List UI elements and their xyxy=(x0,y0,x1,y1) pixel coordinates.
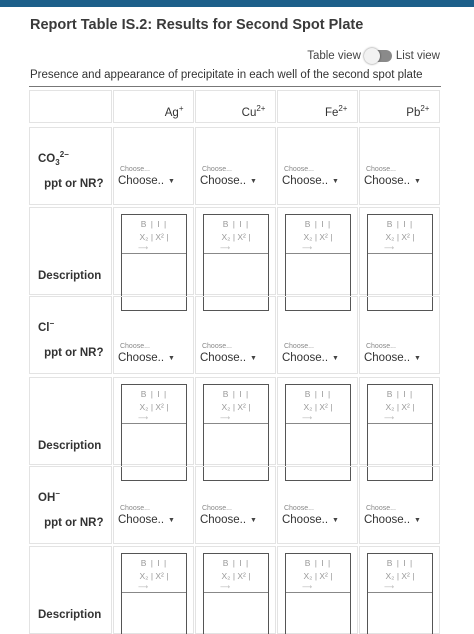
cation-symbol: Cu xyxy=(241,106,257,119)
description-editor-cell xyxy=(277,546,359,634)
toolbar-divider xyxy=(204,592,268,593)
anion-symbol: OH xyxy=(38,491,56,504)
ppt-select-cell xyxy=(359,466,441,544)
cation-charge: + xyxy=(178,104,184,113)
anion-charge: − xyxy=(49,319,55,328)
subscript-superscript-toolbar: X₂ | X² | xyxy=(221,402,251,412)
ppt-select-cell xyxy=(195,296,277,374)
ppt-select-dropdown[interactable] xyxy=(364,175,421,187)
cation-label xyxy=(406,104,429,119)
ppt-select-cell xyxy=(113,296,195,374)
description-label-cell xyxy=(29,377,112,465)
select-hint-label: Choose... xyxy=(283,166,314,173)
chevron-down-icon: ▼ xyxy=(168,177,175,185)
table-caption: Presence and appearance of precipitate in each well of the second spot plate xyxy=(30,69,423,81)
select-value: Choose.. xyxy=(363,352,411,364)
ppt-select-cell xyxy=(195,127,277,205)
bold-italic-toolbar: B | I | xyxy=(140,219,168,229)
anion-cell xyxy=(29,127,112,205)
anion-formula xyxy=(38,489,60,504)
description-label: Description xyxy=(38,270,102,282)
select-hint-label: Choose... xyxy=(119,505,150,512)
ppt-select-dropdown[interactable] xyxy=(118,514,175,526)
select-value: Choose.. xyxy=(199,514,247,526)
toolbar-divider xyxy=(286,592,350,593)
toolbar-divider xyxy=(122,423,186,424)
cation-label xyxy=(325,104,348,119)
column-header-pb xyxy=(359,90,441,123)
bold-italic-toolbar: B | I | xyxy=(140,558,168,568)
toolbar-divider xyxy=(204,253,268,254)
ppt-select-dropdown[interactable] xyxy=(282,352,339,364)
toolbar-divider xyxy=(368,592,432,593)
anion-cell xyxy=(29,296,112,374)
cation-symbol: Fe xyxy=(324,106,339,119)
description-label: Description xyxy=(38,440,102,452)
ppt-select-cell xyxy=(359,296,441,374)
ppt-select-cell xyxy=(277,127,359,205)
select-value: Choose.. xyxy=(199,175,247,187)
ppt-select-dropdown[interactable] xyxy=(200,514,257,526)
ppt-or-nr-label: ppt or NR? xyxy=(44,517,104,529)
ppt-row-0 xyxy=(29,127,441,205)
chevron-down-icon: ▼ xyxy=(250,516,257,524)
select-value: Choose.. xyxy=(281,352,329,364)
ppt-select-dropdown[interactable] xyxy=(118,352,175,364)
arrow-icon: ⟶ xyxy=(301,245,313,252)
select-hint-label: Choose... xyxy=(201,505,232,512)
cation-symbol: Pb xyxy=(406,106,421,119)
chevron-down-icon: ▼ xyxy=(332,516,339,524)
anion-symbol: CO xyxy=(38,152,56,165)
rich-text-editor[interactable] xyxy=(285,553,351,634)
toolbar-divider xyxy=(286,423,350,424)
chevron-down-icon: ▼ xyxy=(414,354,421,362)
anion-charge: − xyxy=(55,489,60,498)
select-hint-label: Choose... xyxy=(201,343,232,350)
bold-italic-toolbar: B | I | xyxy=(304,219,332,229)
bold-italic-toolbar: B | I | xyxy=(222,389,250,399)
anion-cell xyxy=(29,466,112,544)
ppt-select-dropdown[interactable] xyxy=(282,514,339,526)
description-editor-cell xyxy=(113,546,195,634)
toolbar-divider xyxy=(286,253,350,254)
chevron-down-icon: ▼ xyxy=(168,354,175,362)
bold-italic-toolbar: B | I | xyxy=(140,389,168,399)
ppt-select-dropdown[interactable] xyxy=(118,175,175,187)
arrow-icon: ⟶ xyxy=(219,245,231,252)
ppt-select-dropdown[interactable] xyxy=(364,514,421,526)
ppt-select-cell xyxy=(113,466,195,544)
select-value: Choose.. xyxy=(117,175,165,187)
description-editor-cell xyxy=(195,377,277,465)
arrow-icon: ⟶ xyxy=(383,415,395,422)
chevron-down-icon: ▼ xyxy=(168,516,175,524)
description-row-0 xyxy=(29,207,441,295)
description-label-cell xyxy=(29,207,112,295)
rich-text-editor[interactable] xyxy=(203,553,269,634)
cation-charge: 2+ xyxy=(420,104,430,113)
ppt-select-cell xyxy=(195,466,277,544)
select-hint-label: Choose... xyxy=(201,166,232,173)
cation-symbol: Ag xyxy=(164,106,179,119)
header-corner-cell xyxy=(29,90,112,123)
description-label-cell xyxy=(29,546,112,634)
description-editor-cell xyxy=(195,546,277,634)
subscript-superscript-toolbar: X₂ | X² | xyxy=(385,571,415,581)
ppt-select-cell xyxy=(277,466,359,544)
chevron-down-icon: ▼ xyxy=(250,354,257,362)
select-value: Choose.. xyxy=(117,352,165,364)
subscript-superscript-toolbar: X₂ | X² | xyxy=(139,571,169,581)
description-editor-cell xyxy=(359,377,441,465)
bold-italic-toolbar: B | I | xyxy=(222,219,250,229)
column-header-fe xyxy=(277,90,359,123)
ppt-or-nr-label: ppt or NR? xyxy=(44,347,104,359)
cation-charge: 2+ xyxy=(256,104,266,113)
ppt-select-cell xyxy=(277,296,359,374)
bold-italic-toolbar: B | I | xyxy=(304,558,332,568)
select-hint-label: Choose... xyxy=(365,505,396,512)
bold-italic-toolbar: B | I | xyxy=(386,389,414,399)
description-editor-cell xyxy=(277,377,359,465)
select-value: Choose.. xyxy=(281,514,329,526)
toolbar-divider xyxy=(122,253,186,254)
description-editor-cell xyxy=(277,207,359,295)
arrow-icon: ⟶ xyxy=(137,245,149,252)
select-hint-label: Choose... xyxy=(365,343,396,350)
select-hint-label: Choose... xyxy=(119,343,150,350)
cation-charge: 2+ xyxy=(338,104,348,113)
results-table xyxy=(29,86,441,634)
select-value: Choose.. xyxy=(363,514,411,526)
view-toggle[interactable] xyxy=(307,50,440,62)
toolbar-divider xyxy=(368,253,432,254)
select-hint-label: Choose... xyxy=(283,505,314,512)
toolbar-divider xyxy=(368,423,432,424)
bold-italic-toolbar: B | I | xyxy=(222,558,250,568)
top-accent-bar xyxy=(0,0,474,7)
subscript-superscript-toolbar: X₂ | X² | xyxy=(221,232,251,242)
ppt-select-dropdown[interactable] xyxy=(282,175,339,187)
toolbar-divider xyxy=(204,423,268,424)
arrow-icon: ⟶ xyxy=(219,584,231,591)
description-editor-cell xyxy=(113,377,195,465)
subscript-superscript-toolbar: X₂ | X² | xyxy=(303,402,333,412)
select-value: Choose.. xyxy=(117,514,165,526)
arrow-icon: ⟶ xyxy=(137,415,149,422)
ppt-or-nr-label: ppt or NR? xyxy=(44,178,104,190)
cation-label xyxy=(165,104,184,119)
table-view-label: Table view xyxy=(307,50,361,62)
subscript-superscript-toolbar: X₂ | X² | xyxy=(303,232,333,242)
arrow-icon: ⟶ xyxy=(383,245,395,252)
table-header-row xyxy=(29,90,441,123)
subscript-superscript-toolbar: X₂ | X² | xyxy=(221,571,251,581)
ppt-select-cell xyxy=(113,127,195,205)
arrow-icon: ⟶ xyxy=(383,584,395,591)
rich-text-editor[interactable] xyxy=(121,553,187,634)
column-header-ag xyxy=(113,90,195,123)
subscript-superscript-toolbar: X₂ | X² | xyxy=(139,232,169,242)
chevron-down-icon: ▼ xyxy=(414,177,421,185)
select-hint-label: Choose... xyxy=(119,166,150,173)
view-switch[interactable] xyxy=(366,50,392,62)
list-view-label: List view xyxy=(395,50,440,62)
anion-subscript: 3 xyxy=(55,158,60,168)
chevron-down-icon: ▼ xyxy=(414,516,421,524)
anion-symbol: Cl xyxy=(38,321,50,334)
chevron-down-icon: ▼ xyxy=(332,177,339,185)
subscript-superscript-toolbar: X₂ | X² | xyxy=(385,402,415,412)
subscript-superscript-toolbar: X₂ | X² | xyxy=(139,402,169,412)
ppt-select-cell xyxy=(359,127,441,205)
description-editor-cell xyxy=(359,546,441,634)
bold-italic-toolbar: B | I | xyxy=(386,558,414,568)
toolbar-divider xyxy=(122,592,186,593)
select-hint-label: Choose... xyxy=(365,166,396,173)
description-editor-cell xyxy=(195,207,277,295)
subscript-superscript-toolbar: X₂ | X² | xyxy=(303,571,333,581)
select-value: Choose.. xyxy=(281,175,329,187)
chevron-down-icon: ▼ xyxy=(332,354,339,362)
anion-formula xyxy=(38,150,69,167)
page-title: Report Table IS.2: Results for Second Spot Plate xyxy=(30,17,364,33)
bold-italic-toolbar: B | I | xyxy=(386,219,414,229)
arrow-icon: ⟶ xyxy=(301,415,313,422)
ppt-row-2 xyxy=(29,466,441,544)
column-header-cu xyxy=(195,90,277,123)
select-hint-label: Choose... xyxy=(283,343,314,350)
chevron-down-icon: ▼ xyxy=(250,177,257,185)
arrow-icon: ⟶ xyxy=(137,584,149,591)
select-value: Choose.. xyxy=(199,352,247,364)
select-value: Choose.. xyxy=(363,175,411,187)
description-row-1 xyxy=(29,377,441,465)
anion-charge: 2− xyxy=(59,150,69,159)
ppt-select-dropdown[interactable] xyxy=(364,352,421,364)
ppt-select-dropdown[interactable] xyxy=(200,352,257,364)
anion-formula xyxy=(38,319,54,334)
subscript-superscript-toolbar: X₂ | X² | xyxy=(385,232,415,242)
description-editor-cell xyxy=(113,207,195,295)
arrow-icon: ⟶ xyxy=(219,415,231,422)
ppt-row-1 xyxy=(29,296,441,374)
ppt-select-dropdown[interactable] xyxy=(200,175,257,187)
description-editor-cell xyxy=(359,207,441,295)
bold-italic-toolbar: B | I | xyxy=(304,389,332,399)
description-label: Description xyxy=(38,609,102,621)
cation-label xyxy=(242,104,266,119)
rich-text-editor[interactable] xyxy=(367,553,433,634)
description-row-2 xyxy=(29,546,441,634)
arrow-icon: ⟶ xyxy=(301,584,313,591)
